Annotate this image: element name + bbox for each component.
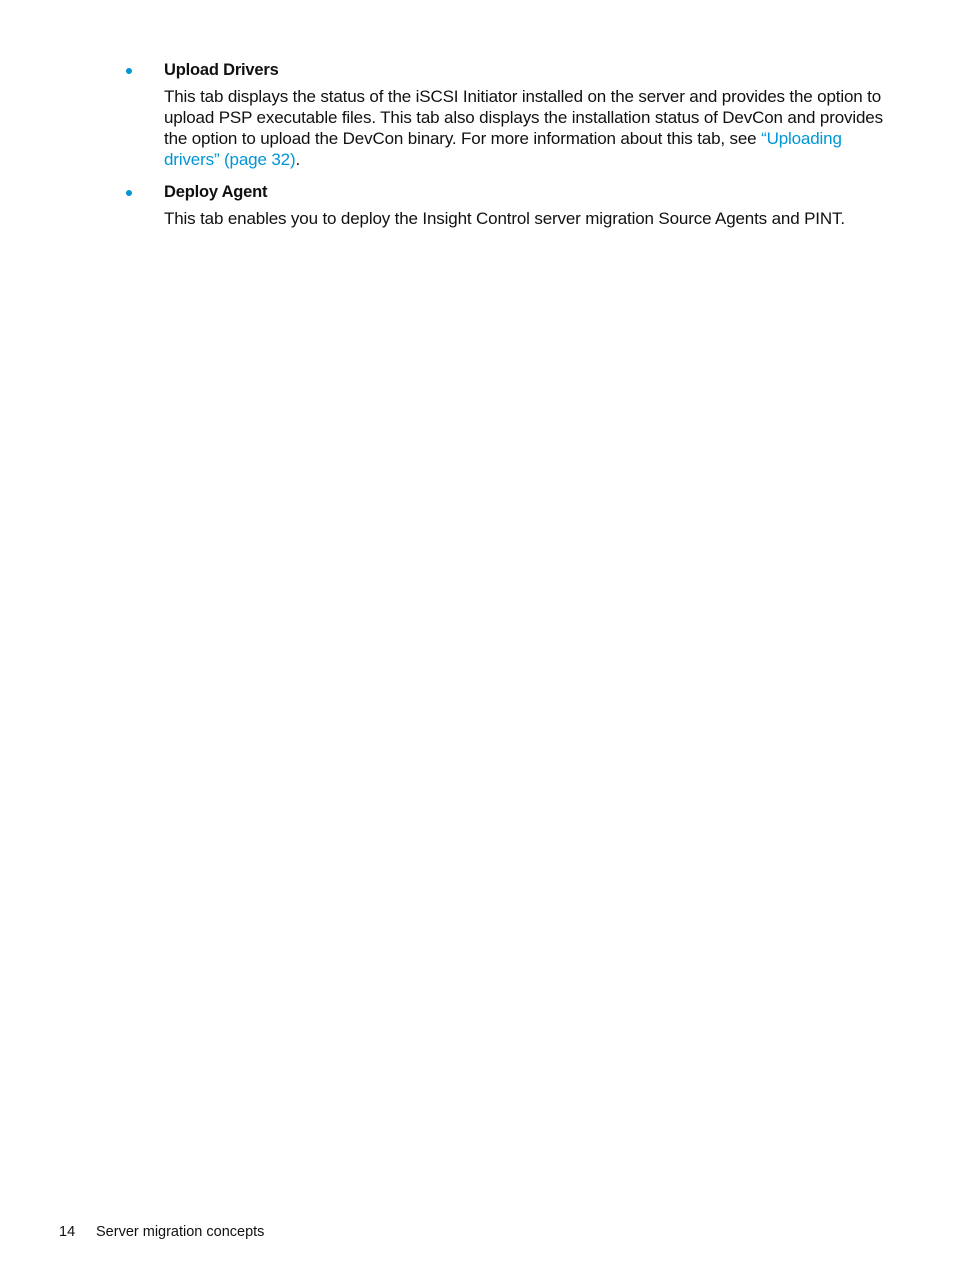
list-item-upload-drivers	[126, 58, 886, 170]
footer-section-title: Server migration concepts	[96, 1224, 265, 1240]
item-description	[164, 86, 886, 170]
page-footer	[59, 1222, 264, 1242]
item-description	[164, 208, 886, 229]
item-title: Upload Drivers	[164, 61, 279, 79]
bullet-icon	[126, 190, 132, 196]
page-content	[126, 58, 886, 239]
page-number: 14	[59, 1224, 76, 1240]
uploading-drivers-link[interactable]: “Uploading drivers” (page 32)	[164, 129, 842, 169]
bullet-icon	[126, 68, 132, 74]
list-item-deploy-agent	[126, 180, 886, 229]
item-body-text: This tab displays the status of the iSCSI Initiator installed on the server and provides the option to upload PSP executable files. This tab also displays the installation status of DevCon and provides the option to upload the DevCon binary. For more information about this tab, see	[164, 87, 883, 148]
item-body-text: This tab enables you to deploy the Insight Control server migration Source Agents and PINT.	[164, 209, 845, 228]
item-title: Deploy Agent	[164, 183, 268, 201]
item-body-end: .	[295, 150, 301, 169]
